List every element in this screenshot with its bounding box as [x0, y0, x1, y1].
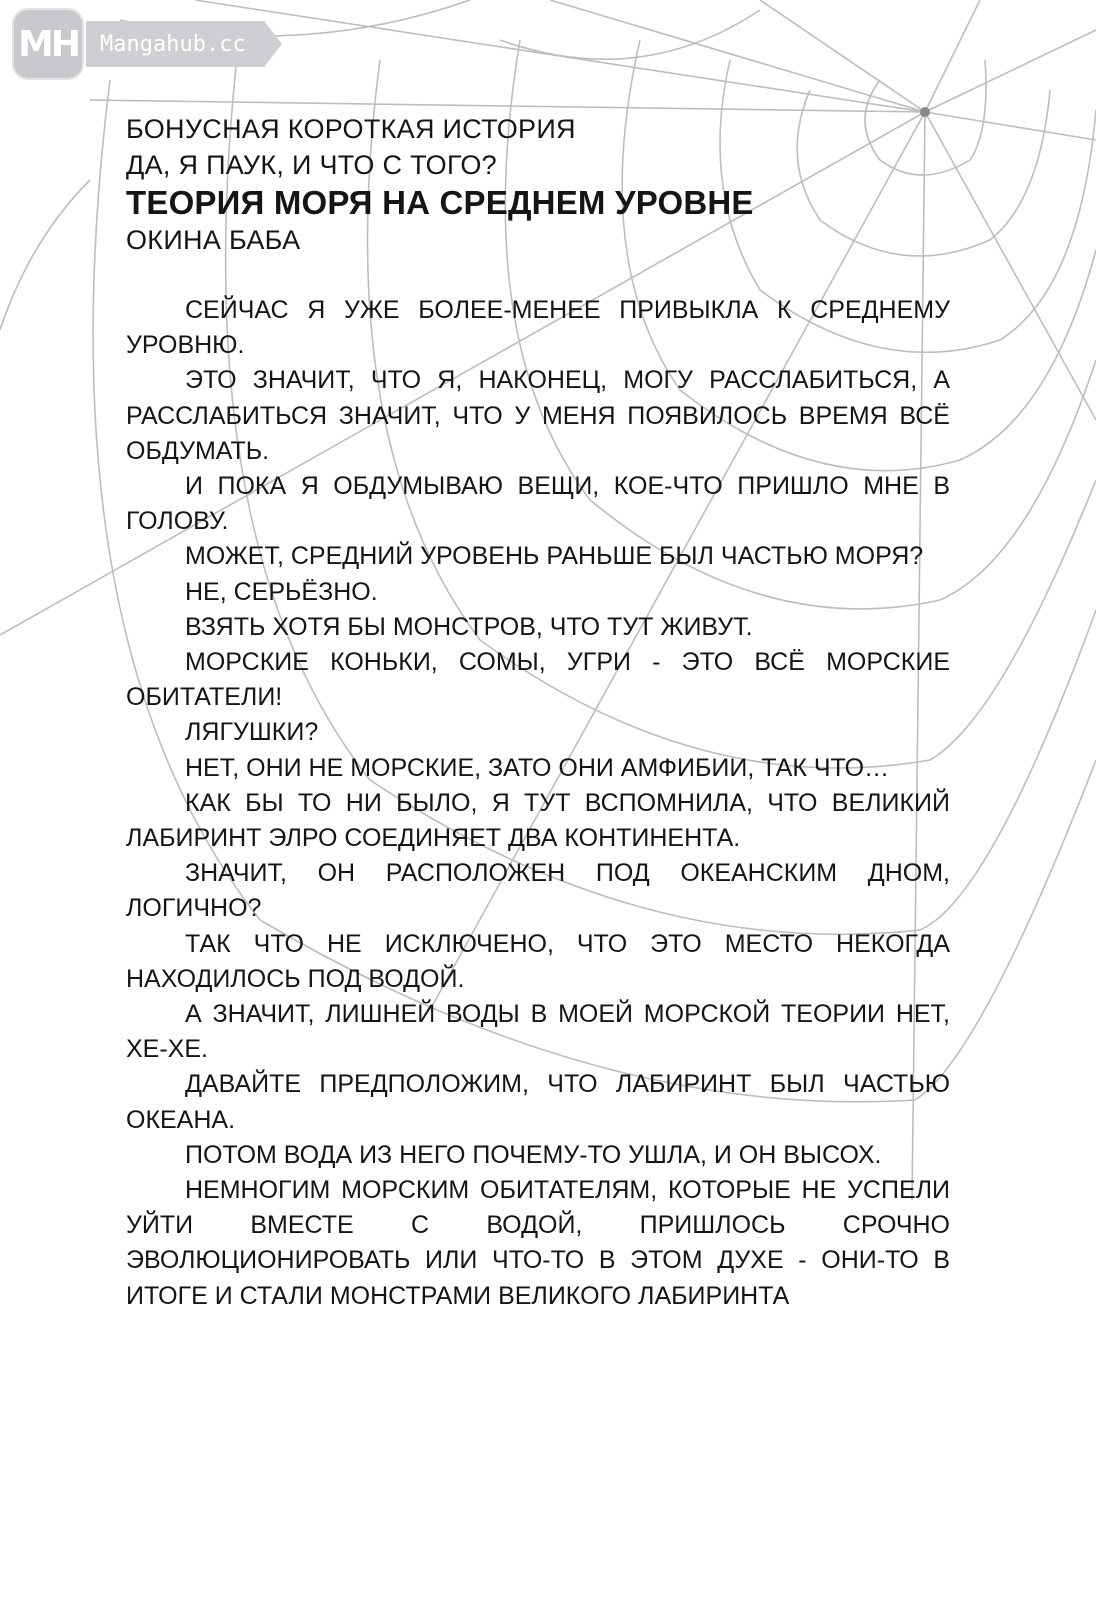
web-spiral [0, 180, 90, 330]
story-body [126, 293, 950, 1314]
site-logo[interactable]: MH [14, 10, 82, 78]
paragraph: НЕМНОГИМ МОРСКИМ ОБИТАТЕЛЯМ, КОТОРЫЕ НЕ УСПЕЛИ УЙТИ ВМЕСТЕ С ВОДОЙ, ПРИШЛОСЬ СРОЧНО ЭВОЛЮЦИОНИРОВАТЬ ИЛИ ЧТО-ТО В ЭТОМ ДУХЕ - ОНИ-ТО В ИТОГЕ И СТАЛИ МОНСТРАМИ ВЕЛИКОГО ЛАБИРИНТА [126, 1176, 950, 1310]
web-radial [760, 0, 925, 112]
bonus-label: БОНУСНАЯ КОРОТКАЯ ИСТОРИЯ [126, 114, 576, 144]
paragraph: ЛЯГУШКИ? [185, 718, 319, 747]
web-radial [90, 100, 925, 112]
paragraph: ЭТО ЗНАЧИТ, ЧТО Я, НАКОНЕЦ, МОГУ РАССЛАБИТЬСЯ, А РАССЛАБИТЬСЯ ЗНАЧИТ, ЧТО У МЕНЯ ПОЯВИЛОСЬ ВРЕМЯ ВСЁ ОБДУМАТЬ. [126, 366, 950, 465]
site-name-tag[interactable]: Mangahub.cc [86, 21, 264, 67]
paragraph: ТАК ЧТО НЕ ИСКЛЮЧЕНО, ЧТО ЭТО МЕСТО НЕКОГДА НАХОДИЛОСЬ ПОД ВОДОЙ. [126, 929, 950, 993]
paragraph: НЕТ, ОНИ НЕ МОРСКИЕ, ЗАТО ОНИ АМФИБИИ, ТАК ЧТО… [185, 753, 890, 782]
author-name: ОКИНА БАБА [126, 225, 301, 255]
paragraph: ВЗЯТЬ ХОТЯ БЫ МОНСТРОВ, ЧТО ТУТ ЖИВУТ. [185, 612, 753, 641]
paragraph: И ПОКА Я ОБДУМЫВАЮ ВЕЩИ, КОЕ-ЧТО ПРИШЛО МНЕ В ГОЛОВУ. [126, 472, 950, 536]
web-radial [550, 0, 925, 112]
web-radial [925, 112, 1096, 420]
paragraph: КАК БЫ ТО НИ БЫЛО, Я ТУТ ВСПОМНИЛА, ЧТО ВЕЛИКИЙ ЛАБИРИНТ ЭЛРО СОЕДИНЯЕТ ДВА КОНТИНЕНТА. [126, 788, 950, 853]
paragraph: СЕЙЧАС Я УЖЕ БОЛЕЕ-МЕНЕЕ ПРИВЫКЛА К СРЕДНЕМУ УРОВНЮ. [126, 296, 950, 360]
web-radial [925, 112, 1096, 140]
web-radial [925, 30, 1096, 112]
series-title: ДА, Я ПАУК, И ЧТО С ТОГО? [126, 150, 497, 180]
paragraph: МОРСКИЕ КОНЬКИ, СОМЫ, УГРИ - ЭТО ВСЁ МОРСКИЕ ОБИТАТЕЛИ! [126, 648, 950, 712]
paragraph: ЗНАЧИТ, ОН РАСПОЛОЖЕН ПОД ОКЕАНСКИМ ДНОМ, ЛОГИЧНО? [126, 859, 950, 923]
paragraph: ДАВАЙТЕ ПРЕДПОЛОЖИМ, ЧТО ЛАБИРИНТ БЫЛ ЧАСТЬЮ ОКЕАНА. [126, 1070, 950, 1134]
paragraph: ПОТОМ ВОДА ИЗ НЕГО ПОЧЕМУ-ТО УШЛА, И ОН ВЫСОХ. [185, 1140, 882, 1169]
web-radial [925, 0, 980, 112]
web-hub [920, 107, 930, 117]
paragraph: МОЖЕТ, СРЕДНИЙ УРОВЕНЬ РАНЬШЕ БЫЛ ЧАСТЬЮ МОРЯ? [185, 542, 924, 571]
watermark[interactable] [14, 8, 264, 80]
paragraph: А ЗНАЧИТ, ЛИШНЕЙ ВОДЫ В МОЕЙ МОРСКОЙ ТЕОРИИ НЕТ, ХЕ-ХЕ. [126, 1000, 950, 1064]
story-title: ТЕОРИЯ МОРЯ НА СРЕДНЕМ УРОВНЕ [126, 184, 754, 221]
paragraph: НЕ, СЕРЬЁЗНО. [185, 577, 378, 606]
